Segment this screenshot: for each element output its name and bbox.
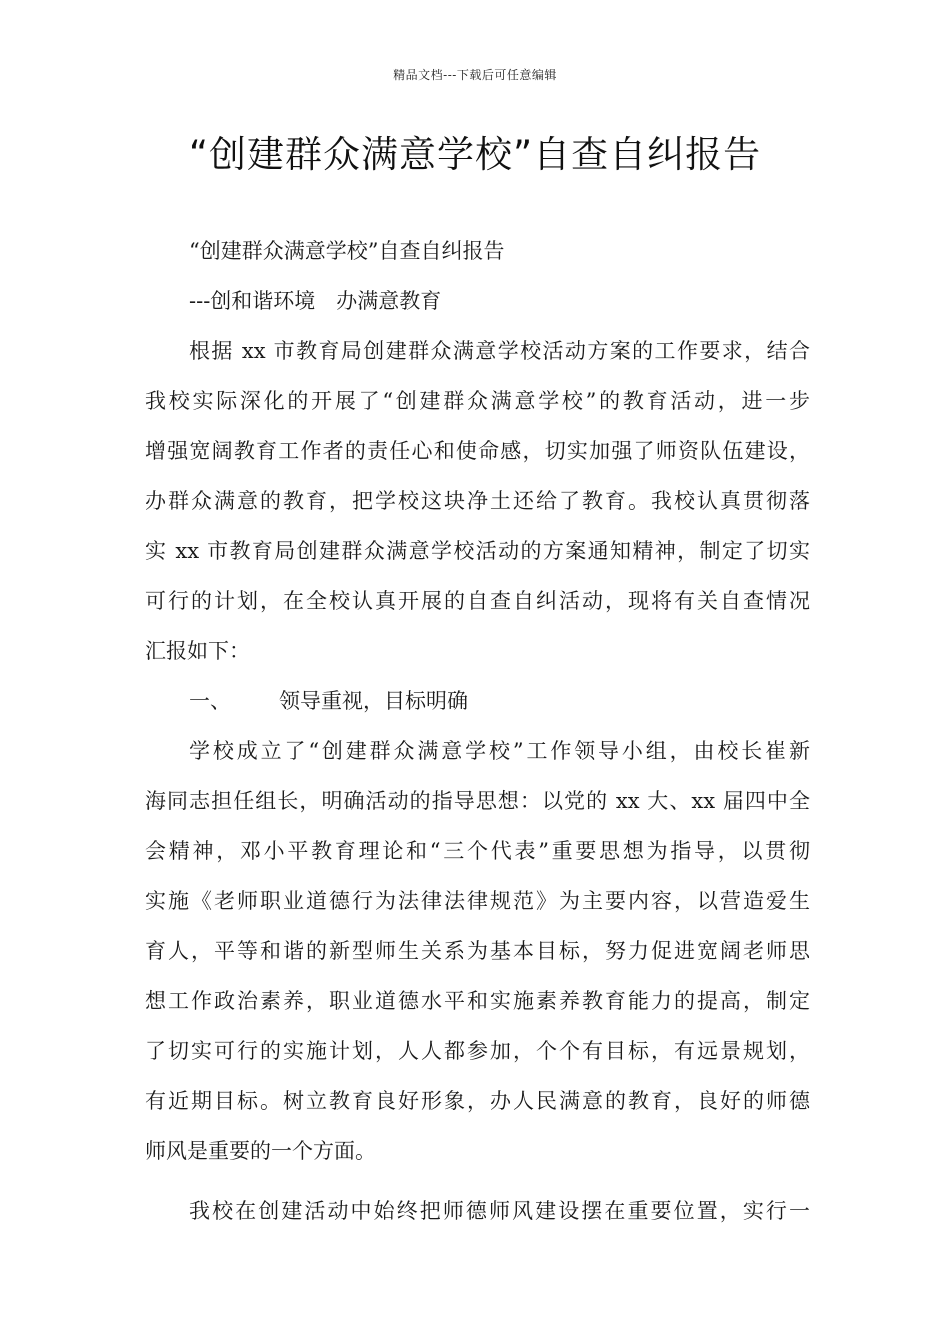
paragraph-line: 增强宽阔教育工作者的责任心和使命感，切实加强了师资队伍建设， (145, 439, 810, 463)
paragraph-line: 实施《老师职业道德行为法律法律规范》为主要内容，以营造爱生 (145, 889, 810, 913)
paragraph-line: 想工作政治素养，职业道德水平和实施素养教育能力的提高，制定 (145, 989, 810, 1013)
paragraph-line: 会精神，邓小平教育理论和“三个代表”重要思想为指导，以贯彻 (145, 839, 810, 863)
paragraph-line: 我校实际深化的开展了“创建群众满意学校”的教育活动，进一步 (145, 389, 810, 413)
paragraph-1 (145, 326, 810, 676)
paragraph-line: 师风是重要的一个方面。 (145, 1139, 376, 1163)
document-title: “创建群众满意学校”自查自纠报告 (188, 133, 762, 176)
paragraph-line: 我校在创建活动中始终把师德师风建设摆在重要位置，实行一 (189, 1199, 810, 1223)
paragraph-line: 实 xx 市教育局创建群众满意学校活动的方案通知精神，制定了切实 (145, 539, 810, 563)
paragraph-line: 海同志担任组长，明确活动的指导思想：以党的 xx 大、xx 届四中全 (145, 789, 810, 813)
paragraph-line: 根据 xx 市教育局创建群众满意学校活动方案的工作要求，结合 (189, 339, 810, 363)
paragraph-line: 育人，平等和谐的新型师生关系为基本目标，努力促进宽阔老师思 (145, 939, 810, 963)
section-title: 领导重视，目标明确 (279, 689, 468, 713)
paragraph-3 (145, 1186, 810, 1236)
header-note: 精品文档---下载后可任意编辑 (393, 68, 557, 82)
document-body (145, 226, 810, 1236)
paragraph-line: 汇报如下： (145, 639, 250, 663)
paragraph-line: 有近期目标。树立教育良好形象，办人民满意的教育，良好的师德 (145, 1089, 810, 1113)
section-number: 一、 (189, 689, 231, 713)
paragraph-line: 办群众满意的教育，把学校这块净土还给了教育。我校认真贯彻落 (145, 489, 810, 513)
motto: ---创和谐环境 办满意教育 (189, 289, 442, 313)
paragraph-line: 学校成立了“创建群众满意学校”工作领导小组，由校长崔新 (189, 739, 810, 763)
section-heading-1 (145, 676, 810, 726)
paragraph-line: 可行的计划，在全校认真开展的自查自纠活动，现将有关自查情况 (145, 589, 810, 613)
paragraph-2 (145, 726, 810, 1176)
paragraph-line: 了切实可行的实施计划，人人都参加，个个有目标，有远景规划， (145, 1039, 810, 1063)
subtitle: “创建群众满意学校”自查自纠报告 (189, 239, 505, 263)
